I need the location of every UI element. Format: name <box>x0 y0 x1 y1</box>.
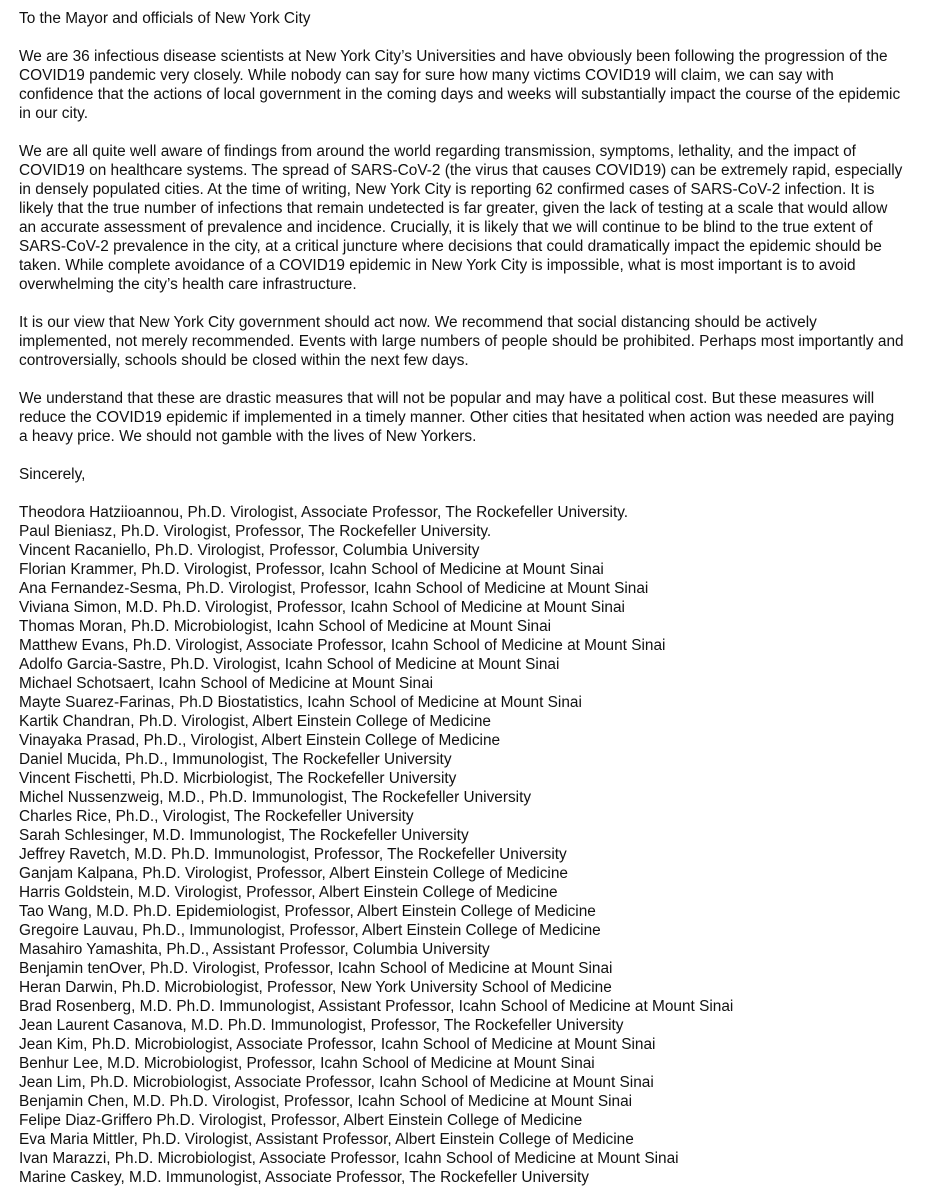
signatory: Matthew Evans, Ph.D. Virologist, Associate Professor, Icahn School of Medicine at Mount Sinai <box>19 637 666 654</box>
signatory: Benjamin Chen, M.D. Ph.D. Virologist, Professor, Icahn School of Medicine at Mount Sinai <box>19 1093 633 1110</box>
signatory: Vinayaka Prasad, Ph.D., Virologist, Albert Einstein College of Medicine <box>19 732 501 749</box>
signatory: Gregoire Lauvau, Ph.D., Immunologist, Professor, Albert Einstein College of Medicine <box>19 922 601 939</box>
body-paragraph-1: We are 36 infectious disease scientists at New York City’s Universities and have obviously been following the progression of the COVID19 pandemic very closely. While nobody can say for sure how many victims COVID19 will claim, we can say with confidence that the actions of local government in the coming days and weeks will substantially impact the course of the epidemic in our city. <box>19 48 901 122</box>
signatory: Theodora Hatziioannou, Ph.D. Virologist, Associate Professor, The Rockefeller University. <box>19 504 629 521</box>
signatory: Tao Wang, M.D. Ph.D. Epidemiologist, Professor, Albert Einstein College of Medicine <box>19 903 596 920</box>
signatory: Felipe Diaz-Griffero Ph.D. Virologist, Professor, Albert Einstein College of Medicine <box>19 1112 583 1129</box>
signatory: Eva Maria Mittler, Ph.D. Virologist, Assistant Professor, Albert Einstein College of Medicine <box>19 1131 634 1148</box>
signatory: Adolfo Garcia-Sastre, Ph.D. Virologist, Icahn School of Medicine at Mount Sinai <box>19 656 560 673</box>
body-paragraph-4: We understand that these are drastic measures that will not be popular and may have a political cost. But these measures will reduce the COVID19 epidemic if implemented in a timely manner. Other cities that hesitated when action was needed are paying a heavy price. We should not gamble with the lives of New Yorkers. <box>19 390 895 445</box>
signatory: Benhur Lee, M.D. Microbiologist, Professor, Icahn School of Medicine at Mount Sinai <box>19 1055 595 1072</box>
signatory: Heran Darwin, Ph.D. Microbiologist, Professor, New York University School of Medicine <box>19 979 612 996</box>
signatory: Jeffrey Ravetch, M.D. Ph.D. Immunologist, Professor, The Rockefeller University <box>19 846 567 863</box>
signatory: Michael Schotsaert, Icahn School of Medicine at Mount Sinai <box>19 675 434 692</box>
signatory: Viviana Simon, M.D. Ph.D. Virologist, Professor, Icahn School of Medicine at Mount Sinai <box>19 599 625 616</box>
signatory: Florian Krammer, Ph.D. Virologist, Professor, Icahn School of Medicine at Mount Sinai <box>19 561 604 578</box>
letter-salutation: To the Mayor and officials of New York City <box>19 10 311 27</box>
signatory: Paul Bieniasz, Ph.D. Virologist, Professor, The Rockefeller University. <box>19 523 492 540</box>
signatory: Michel Nussenzweig, M.D., Ph.D. Immunologist, The Rockefeller University <box>19 789 532 806</box>
signatory: Ganjam Kalpana, Ph.D. Virologist, Professor, Albert Einstein College of Medicine <box>19 865 568 882</box>
signatory: Ana Fernandez-Sesma, Ph.D. Virologist, Professor, Icahn School of Medicine at Mount Sinai <box>19 580 649 597</box>
signatory: Daniel Mucida, Ph.D., Immunologist, The Rockefeller University <box>19 751 452 768</box>
signatory: Harris Goldstein, M.D. Virologist, Professor, Albert Einstein College of Medicine <box>19 884 558 901</box>
signatory: Thomas Moran, Ph.D. Microbiologist, Icahn School of Medicine at Mount Sinai <box>19 618 552 635</box>
letter-signoff: Sincerely, <box>19 466 86 483</box>
signatory: Sarah Schlesinger, M.D. Immunologist, The Rockefeller University <box>19 827 469 844</box>
signatory: Mayte Suarez-Farinas, Ph.D Biostatistics, Icahn School of Medicine at Mount Sinai <box>19 694 582 711</box>
signatory: Jean Kim, Ph.D. Microbiologist, Associate Professor, Icahn School of Medicine at Mount Sinai <box>19 1036 656 1053</box>
signatory: Brad Rosenberg, M.D. Ph.D. Immunologist, Assistant Professor, Icahn School of Medicine at Mount Sinai <box>19 998 734 1015</box>
signatory: Jean Lim, Ph.D. Microbiologist, Associate Professor, Icahn School of Medicine at Mount Sinai <box>19 1074 654 1091</box>
letter-page <box>19 9 904 1187</box>
signatory: Vincent Fischetti, Ph.D. Micrbiologist, The Rockefeller University <box>19 770 457 787</box>
signatory: Jean Laurent Casanova, M.D. Ph.D. Immunologist, Professor, The Rockefeller University <box>19 1017 624 1034</box>
signatory-list <box>19 503 904 1187</box>
signatory: Marine Caskey, M.D. Immunologist, Associate Professor, The Rockefeller University <box>19 1169 589 1186</box>
body-paragraph-3: It is our view that New York City government should act now. We recommend that social distancing should be actively implemented, not merely recommended. Events with large numbers of people should be prohibited. Perhaps most importantly and controversially, schools should be closed within the next few days. <box>19 314 904 369</box>
signatory: Charles Rice, Ph.D., Virologist, The Rockefeller University <box>19 808 414 825</box>
signatory: Vincent Racaniello, Ph.D. Virologist, Professor, Columbia University <box>19 542 480 559</box>
signatory: Kartik Chandran, Ph.D. Virologist, Albert Einstein College of Medicine <box>19 713 491 730</box>
signatory: Benjamin tenOver, Ph.D. Virologist, Professor, Icahn School of Medicine at Mount Sinai <box>19 960 613 977</box>
signatory: Ivan Marazzi, Ph.D. Microbiologist, Associate Professor, Icahn School of Medicine at Mount Sinai <box>19 1150 679 1167</box>
body-paragraph-2: We are all quite well aware of findings from around the world regarding transmission, symptoms, lethality, and the impact of COVID19 on healthcare systems. The spread of SARS-CoV-2 (the virus that causes COVID19) can be extremely rapid, especially in densely populated cities. At the time of writing, New York City is reporting 62 confirmed cases of SARS-CoV-2 infection. It is likely that the true number of infections that remain undetected is far greater, given the lack of testing at a scale that would allow an accurate assessment of prevalence and incidence. Crucially, it is likely that we will continue to be blind to the true extent of SARS-CoV-2 prevalence in the city, at a critical juncture where decisions that could dramatically impact the epidemic should be taken. While complete avoidance of a COVID19 epidemic in New York City is impossible, what is most important is to avoid overwhelming the city’s health care infrastructure. <box>19 143 903 293</box>
signatory: Masahiro Yamashita, Ph.D., Assistant Professor, Columbia University <box>19 941 490 958</box>
